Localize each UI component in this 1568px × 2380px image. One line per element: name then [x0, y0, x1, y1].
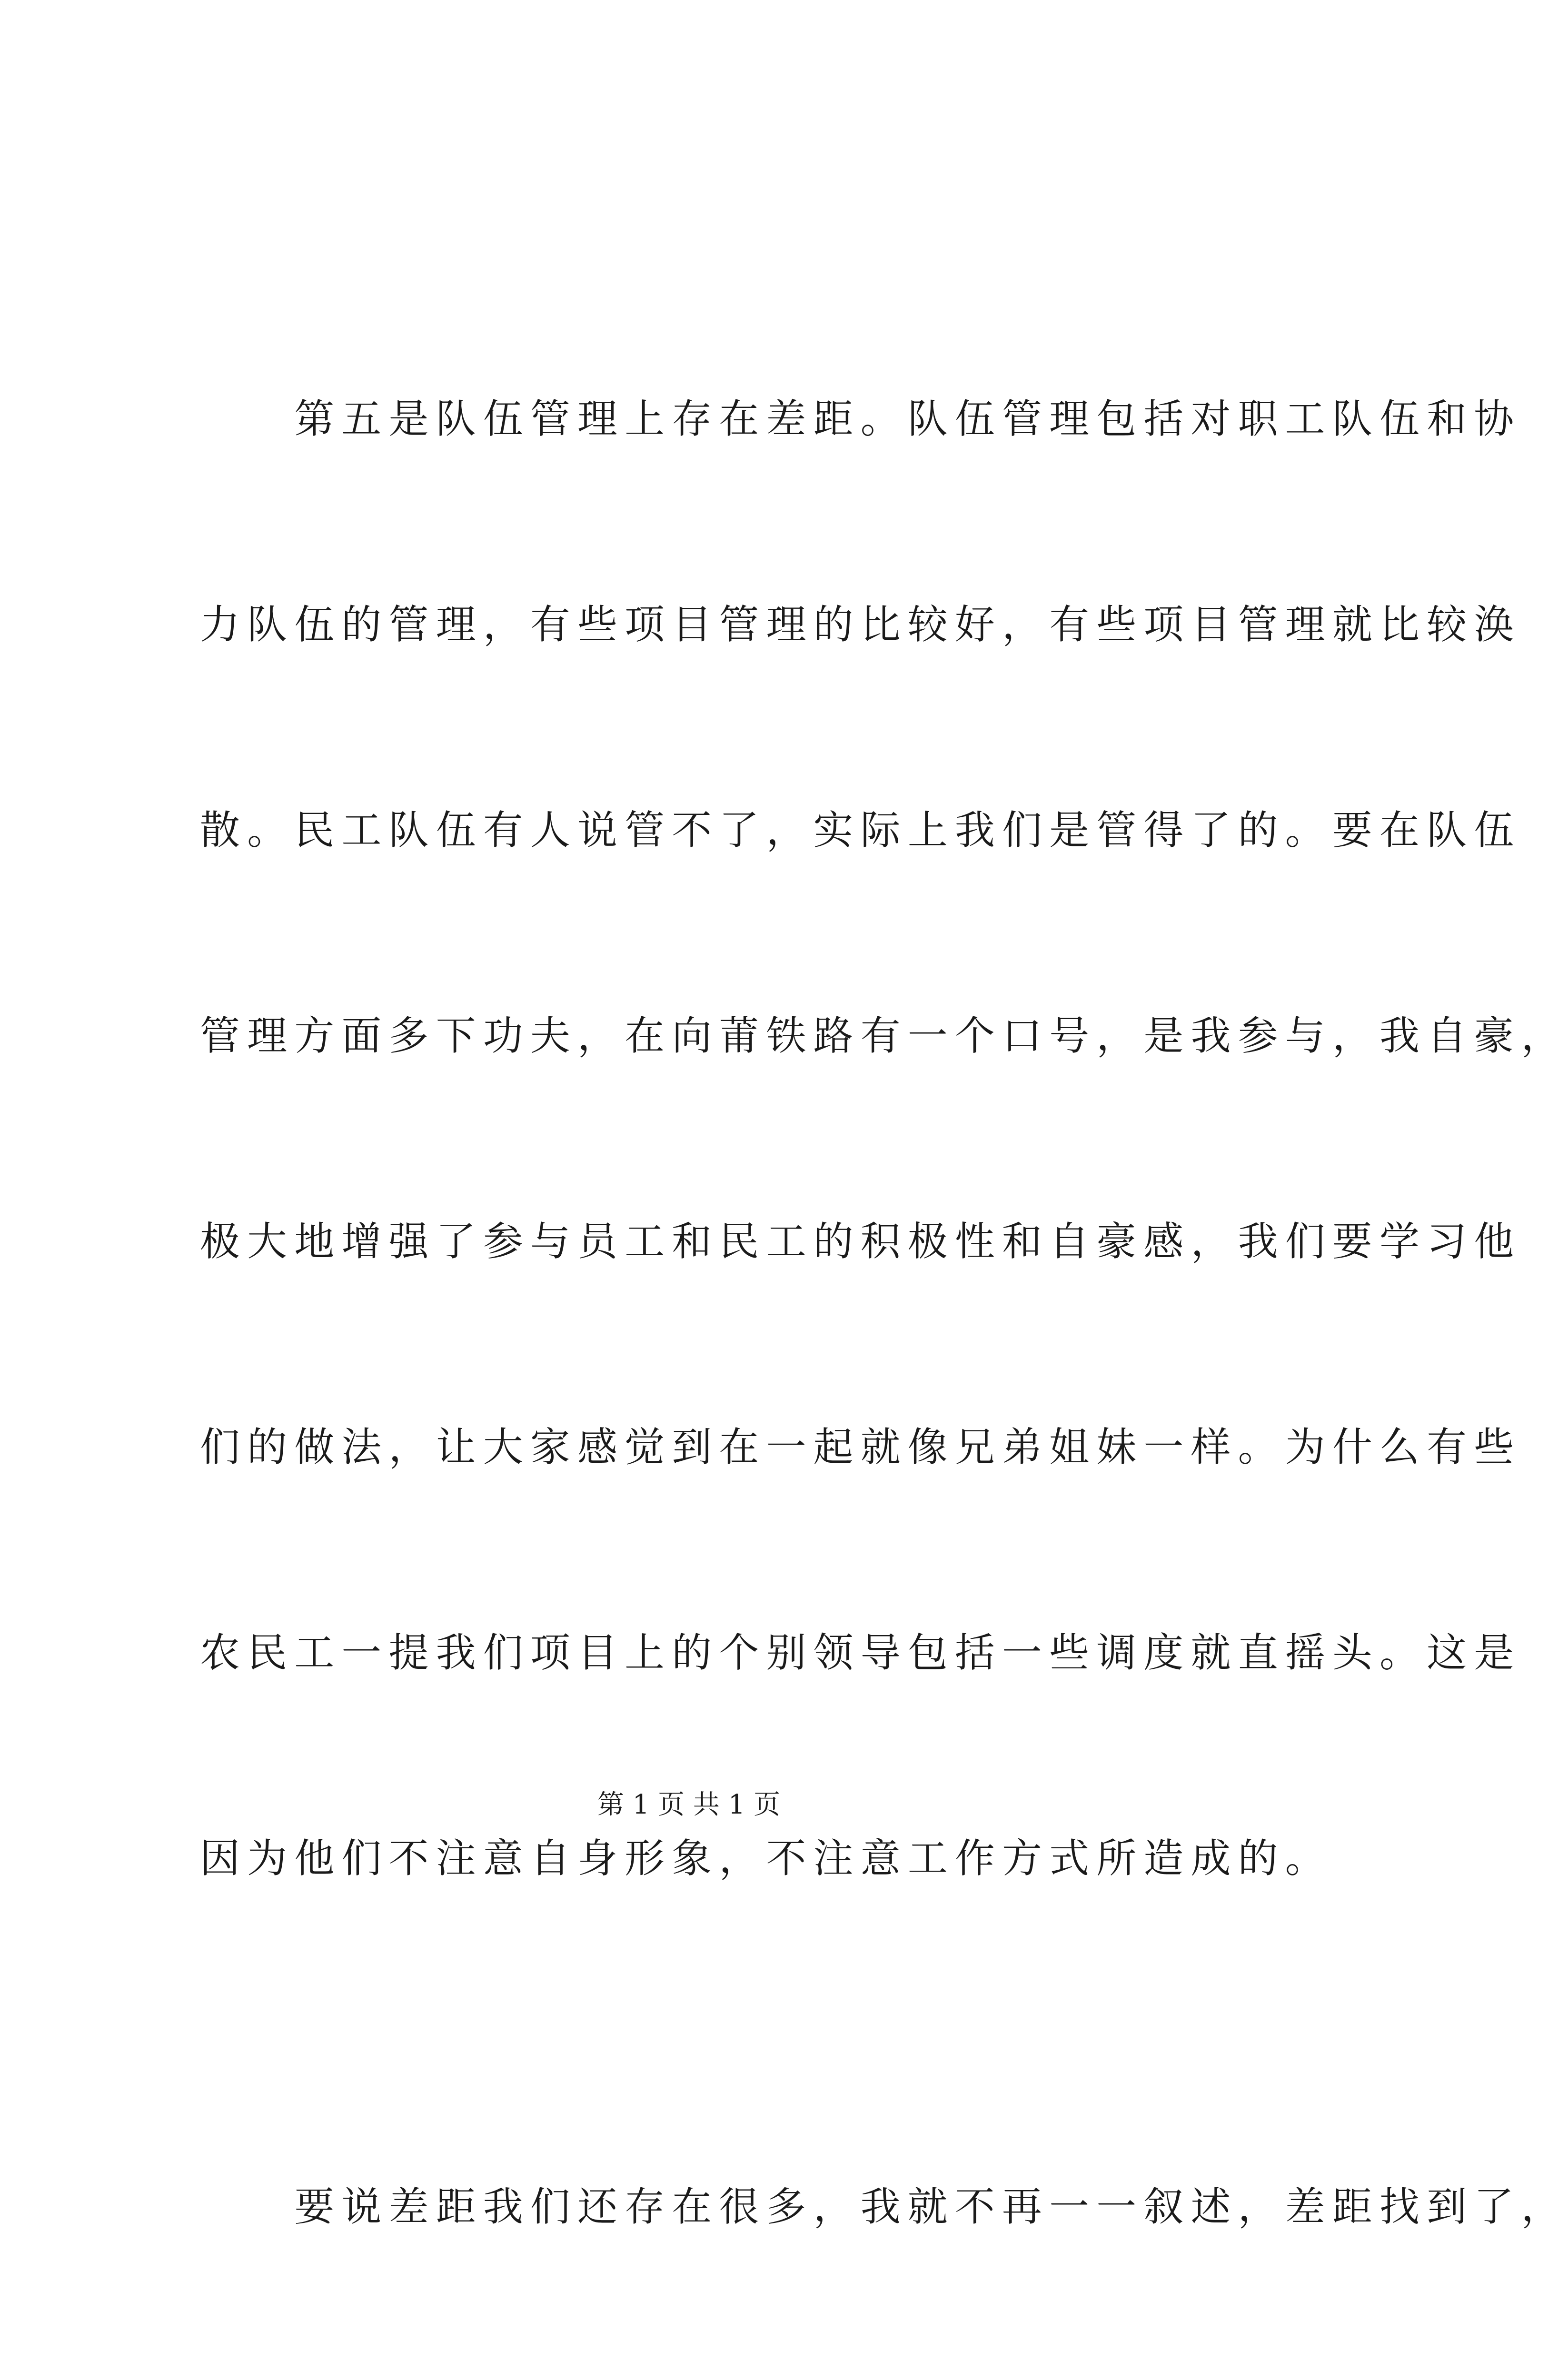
text-line: 因为他们不注意自身形象，不注意工作方式所造成的。 [200, 1835, 1332, 1882]
paragraph-team-management [200, 248, 1568, 2030]
text-line: 第五是队伍管理上存在差距。队伍管理包括对职工队伍和协 [294, 396, 1521, 442]
page-footer: 第 1 页 共 1 页 [597, 1789, 781, 1820]
text-line [106, 2378, 1204, 2380]
text-line: 们的做法，让大家感觉到在一起就像兄弟姐妹一样。为什么有些 [200, 1424, 1521, 1470]
text-line: 极大地增强了参与员工和民工的积极性和自豪感，我们要学习他 [200, 1218, 1521, 1265]
paragraph-gap-summary [200, 2035, 1568, 2380]
text-line: 管理方面多下功夫，在向莆铁路有一个口号，是我参与，我自豪， [200, 1012, 1568, 1059]
text-line: 要说差距我们还存在很多，我就不再一一叙述，差距找到了， [294, 2183, 1568, 2230]
text-line: 农民工一提我们项目上的个别领导包括一些调度就直摇头。这是 [200, 1629, 1521, 1676]
document-body [200, 248, 1568, 2380]
text-line: 力队伍的管理，有些项目管理的比较好，有些项目管理就比较涣 [200, 601, 1521, 648]
text-line: 散。民工队伍有人说管不了，实际上我们是管得了的。要在队伍 [200, 807, 1521, 853]
